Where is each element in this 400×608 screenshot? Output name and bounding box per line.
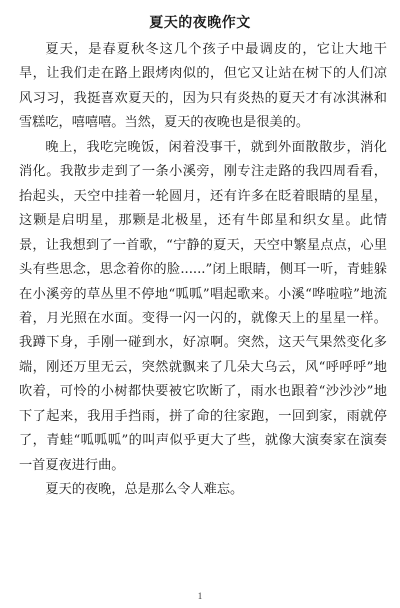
document-title: 夏天的夜晚作文 (149, 15, 251, 31)
paragraph-1: 夏天，是春夏秋冬这几个孩子中最调皮的，它让大地干旱，让我们走在路上跟烤肉似的，但它又让站在树下的人们凉风习习，我挺喜欢夏天的，因为只有炎热的夏天才有冰淇淋和雪糕吃，嘻嘻嘻。当然，夏天的夜晚也是很美的。 (19, 42, 387, 131)
page-number: 1 (197, 591, 203, 601)
paragraph-3: 夏天的夜晚，总是那么令人难忘。 (45, 482, 244, 498)
document-body (19, 38, 387, 503)
paragraph-2: 晚上，我吃完晚饭，闲着没事干，就到外面散散步，消化消化。我散步走到了一条小溪旁，刚专注走路的我四周看看，抬起头，天空中挂着一轮圆月，还有许多在眨着眼睛的星星，这颗是启明星，那颗是北极星，还有牛郎星和织女星。此情景，让我想到了一首歌，“宁静的夏天，天空中繁星点点，心里头有些思念，思念着你的脸......”闭上眼睛，侧耳一听，青蛙躲在小溪旁的草丛里不停地“呱呱”唱起歌来。小溪“哗啦啦”地流着，月光照在水面。变得一闪一闪的，就像天上的星星一样。我蹲下身，手刚一碰到水，好凉啊。突然，这天气果然变化多端，刚还万里无云，突然就飘来了几朵大乌云，风“呼呼呼”地吹着，可怜的小树都快要被它吹断了，雨水也跟着“沙沙沙”地下了起来，我用手挡雨，拼了命的往家跑，一回到家，雨就停了，青蛙“呱呱呱”的叫声似乎更大了些，就像大演奏家在演奏一首夏夜进行曲。 (19, 139, 387, 473)
